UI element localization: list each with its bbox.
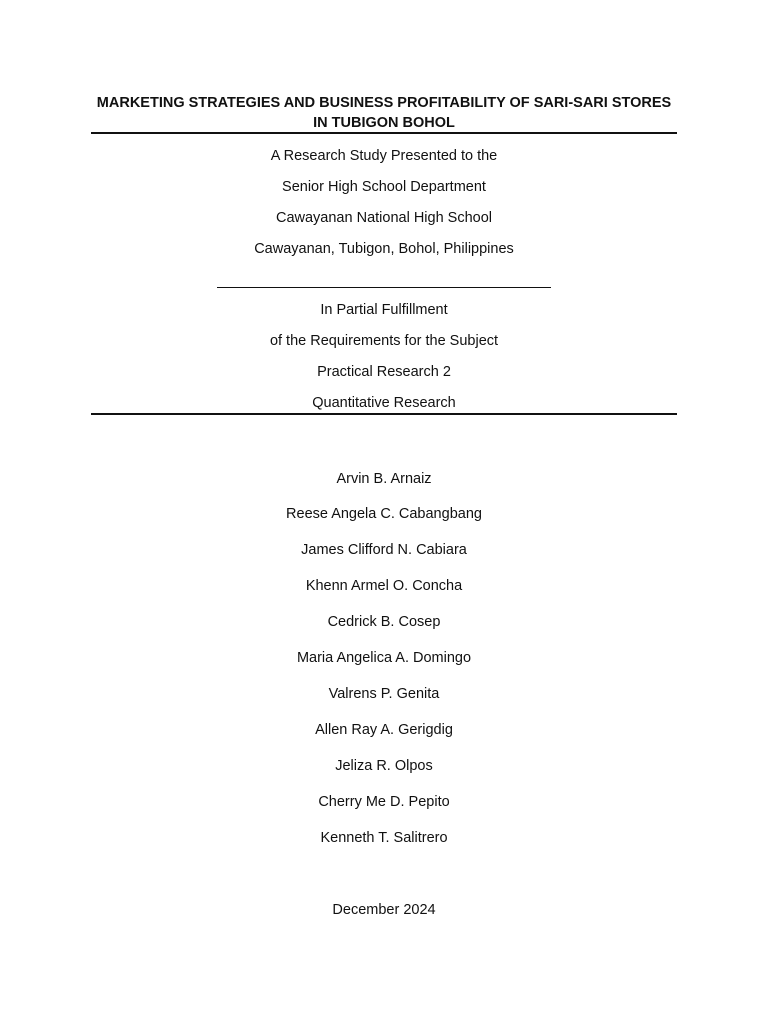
author-name: James Clifford N. Cabiara: [301, 542, 467, 558]
author-name: Maria Angelica A. Domingo: [296, 650, 472, 666]
fulfillment-line-1: In Partial Fulfillment: [320, 302, 448, 318]
fulfillment-line-4: Quantitative Research: [312, 395, 456, 411]
author-name: Kenneth T. Salitrero: [320, 830, 448, 846]
fulfillment-line-2: of the Requirements for the Subject: [269, 333, 499, 349]
author-name: Cedrick B. Cosep: [327, 614, 441, 630]
author-name: Allen Ray A. Gerigdig: [315, 722, 453, 738]
presentation-line-4: Cawayanan, Tubigon, Bohol, Philippines: [254, 241, 514, 257]
author-name: Jeliza R. Olpos: [335, 758, 433, 774]
author-name: Cherry Me D. Pepito: [318, 794, 450, 810]
presentation-line-2: Senior High School Department: [282, 179, 486, 195]
document-date: December 2024: [332, 902, 436, 918]
author-name: Reese Angela C. Cabangbang: [286, 506, 482, 522]
author-name: Valrens P. Genita: [328, 686, 440, 702]
fulfillment-underline: [91, 413, 677, 415]
document-title: MARKETING STRATEGIES AND BUSINESS PROFITABILITY OF SARI-SARI STORES IN TUBIGON BOHOL: [96, 95, 672, 131]
presentation-line-3: Cawayanan National High School: [275, 210, 493, 226]
section-divider: [217, 287, 551, 288]
author-name: Khenn Armel O. Concha: [305, 578, 463, 594]
title-underline: [91, 132, 677, 134]
author-name: Arvin B. Arnaiz: [336, 471, 432, 487]
fulfillment-line-3: Practical Research 2: [317, 364, 451, 380]
presentation-line-1: A Research Study Presented to the: [270, 148, 498, 164]
